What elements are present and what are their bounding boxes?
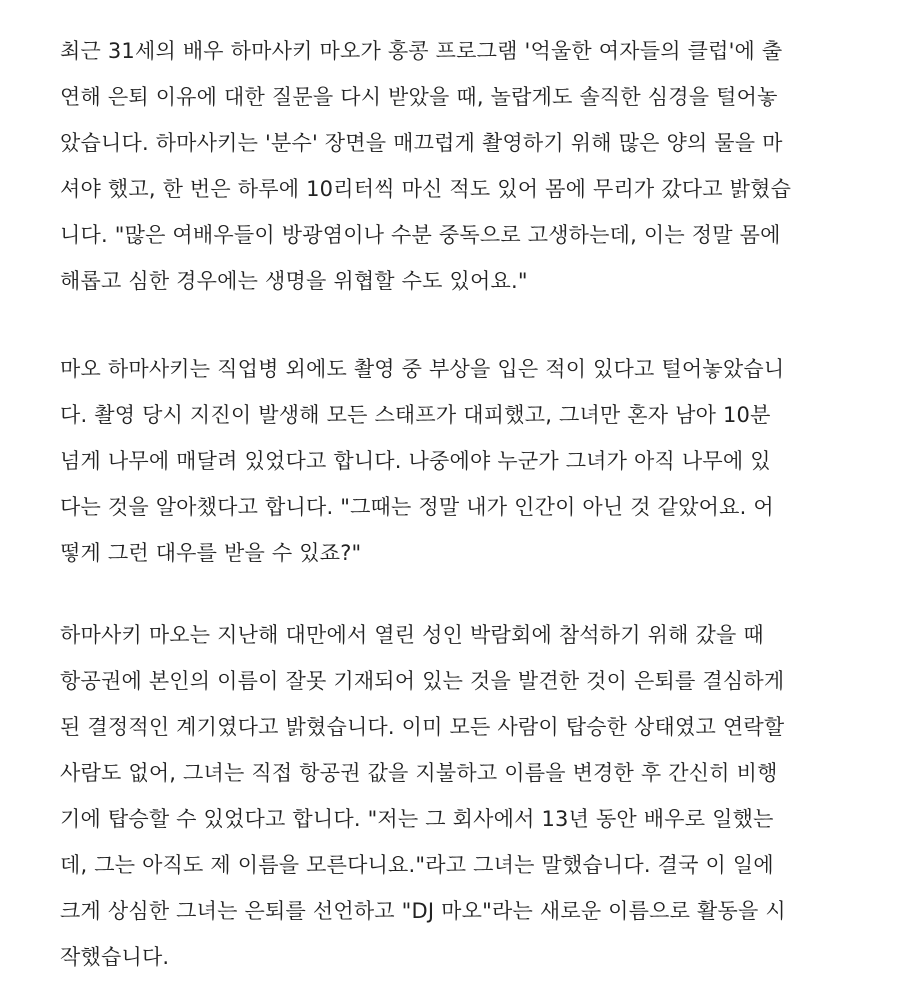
text-line: 해롭고 심한 경우에는 생명을 위협할 수도 있어요." xyxy=(60,269,528,293)
text-line: 항공권에 본인의 이름이 잘못 기재되어 있는 것을 발견한 것이 은퇴를 결심하게 xyxy=(60,669,785,693)
text-line: 았습니다. 하마사키는 '분수' 장면을 매끄럽게 촬영하기 위해 많은 양의 물을 마 xyxy=(60,131,783,155)
text-line: 연해 은퇴 이유에 대한 질문을 다시 받았을 때, 놀랍게도 솔직한 심경을 털어놓 xyxy=(60,85,778,109)
paragraph-3 xyxy=(60,612,880,980)
text-line: 최근 31세의 배우 하마사키 마오가 홍콩 프로그램 '억울한 여자들의 클럽'에 출 xyxy=(60,39,783,63)
text-line: 셔야 했고, 한 번은 하루에 10리터씩 마신 적도 있어 몸에 무리가 갔다고 밝혔습 xyxy=(60,177,792,201)
text-line: 니다. "많은 여배우들이 방광염이나 수분 중독으로 고생하는데, 이는 정말 몸에 xyxy=(60,223,781,247)
text-line: 기에 탑승할 수 있었다고 합니다. "저는 그 회사에서 13년 동안 배우로 일했는 xyxy=(60,807,774,831)
paragraph-2 xyxy=(60,346,880,576)
text-line: 넘게 나무에 매달려 있었다고 합니다. 나중에야 누군가 그녀가 아직 나무에 있 xyxy=(60,449,771,473)
text-line: 다는 것을 알아챘다고 합니다. "그때는 정말 내가 인간이 아닌 것 같았어요. 어 xyxy=(60,495,774,519)
text-line: 크게 상심한 그녀는 은퇴를 선언하고 "DJ 마오"라는 새로운 이름으로 활동을 시 xyxy=(60,899,786,923)
text-line: 데, 그는 아직도 제 이름을 모른다니요."라고 그녀는 말했습니다. 결국 이 일에 xyxy=(60,853,774,877)
paragraph-1 xyxy=(60,28,880,304)
text-line: 된 결정적인 계기였다고 밝혔습니다. 이미 모든 사람이 탑승한 상태였고 연락할 xyxy=(60,715,785,739)
text-line: 떻게 그런 대우를 받을 수 있죠?" xyxy=(60,541,362,565)
text-line: 하마사키 마오는 지난해 대만에서 열린 성인 박람회에 참석하기 위해 갔을 때 xyxy=(60,623,764,647)
text-line: 작했습니다. xyxy=(60,945,170,969)
text-line: 사람도 없어, 그녀는 직접 항공권 값을 지불하고 이름을 변경한 후 간신히 비행 xyxy=(60,761,778,785)
text-line: 마오 하마사키는 직업병 외에도 촬영 중 부상을 입은 적이 있다고 털어놓았습니 xyxy=(60,357,785,381)
text-line: 다. 촬영 당시 지진이 발생해 모든 스태프가 대피했고, 그녀만 혼자 남아 10분 xyxy=(60,403,771,427)
